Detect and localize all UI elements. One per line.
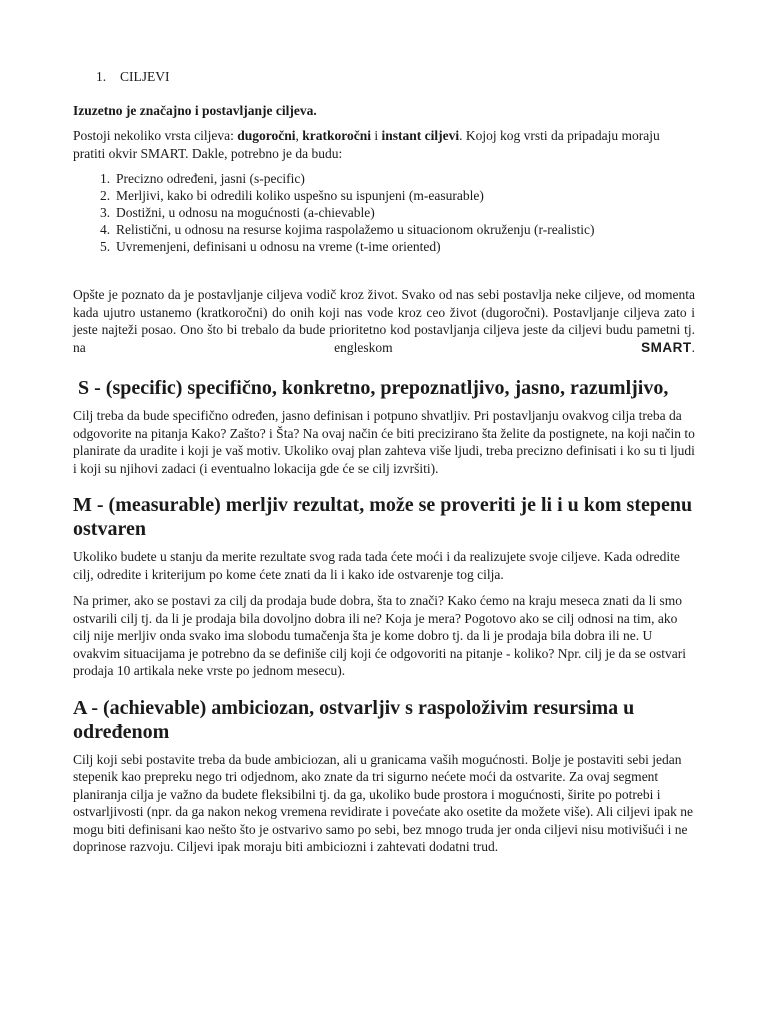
list-item-text: Precizno određeni, jasni (s-pecific) — [116, 171, 305, 186]
goal-type-short-term: kratkoročni — [302, 128, 372, 143]
list-item-text: Relistični, u odnosu na resurse kojima raspolažemo u situacionom okruženju (r-realistic) — [116, 222, 595, 237]
smart-criteria-list — [100, 170, 695, 255]
section-number: 1. — [96, 69, 107, 84]
list-item-number: 3. — [100, 205, 111, 220]
list-item-text: Dostižni, u odnosu na mogućnosti (a-chievable) — [116, 205, 375, 220]
intro-bold-sentence: Izuzetno je značajno i postavljanje ciljeva. — [73, 103, 317, 118]
list-item-text: Merljivi, kako bi odredili koliko uspešno su ispunjeni (m-easurable) — [116, 188, 484, 203]
measurable-paragraph-1: Ukoliko budete u stanju da merite rezultate svog rada tada ćete moći i da realizujete svoje ciljeve. Kada odredite cilj, odredite i kriterijum po kome ćete znati da li i kako ide ostvarenje tog cilja. — [73, 549, 680, 582]
list-item-number: 5. — [100, 239, 111, 254]
goal-types-pre: Postoji nekoliko vrsta ciljeva: — [73, 128, 238, 143]
list-item-number: 1. — [100, 171, 111, 186]
general-paragraph — [73, 286, 695, 356]
goal-type-separator: i — [371, 128, 382, 143]
list-item-text: Uvremenjeni, definisani u odnosu na vreme (t-ime oriented) — [116, 239, 441, 254]
list-item — [100, 170, 695, 187]
document-page — [73, 62, 695, 856]
general-end: . — [691, 339, 695, 355]
list-item — [100, 238, 695, 255]
section-title: CILJEVI — [120, 69, 170, 84]
smart-acronym: SMART — [641, 339, 692, 355]
specific-paragraph: Cilj treba da bude specifično određen, jasno definisan i potpuno shvatljiv. Pri postavljanju ovakvog cilja treba da odgovorite na pitanja Kako? Zašto? i Šta? Na ovaj način će biti precizirano šta želite da postignete, na koji način to planirate da uradite i koji je vaš motiv. Ukoliko ovaj plan zahteva više ljudi, treba precizno definisati i ko su ti ljudi i koji su njihovi zadaci (i eventualno lokacija gde će se cilj izvršiti). — [73, 408, 695, 476]
list-item — [100, 221, 695, 238]
list-item — [100, 187, 695, 204]
goal-types-post: . Kojoj kog vrsti da pripadaju moraju pratiti okvir SMART. Dakle, potrebno je da budu: — [73, 128, 660, 161]
heading-specific: S - (specific) specifično, konkretno, prepoznatljivo, jasno, razumljivo, — [78, 377, 669, 399]
list-item-number: 4. — [100, 222, 111, 237]
heading-achievable: A - (achievable) ambiciozan, ostvarljiv s raspoloživim resursima u određenom — [73, 696, 635, 743]
goal-type-instant: instant ciljevi — [381, 128, 460, 143]
general-text: Opšte je poznato da je postavljanje ciljeva vodič kroz život. Svako od nas sebi postavlja neke ciljeve, od momenta kada ujutro ustanemo (kratkoročni) do onih koji nas vode kroz ceo život (dugoročni). Postavljanje ciljeva zato i jeste najteži posao. Ono što bi trebalo da bude prioritetno kod postavljanja ciljeva jeste da ciljevi budu pametni tj. na engleskom — [73, 287, 695, 355]
achievable-paragraph: Cilj koji sebi postavite treba da bude ambiciozan, ali u granicama vaših mogućnosti. Bolje je postaviti sebi jedan stepenik kao prepreku nego tri odjednom, ako znate da tri sigurno nećete moći da ostvarite. Za ovaj segment planiranja cilja je važno da budete fleksibilni tj. da ga, ukoliko bude prostora i mogućnosti, širite po potrebi i ostvarljivosti (npr. da ga nakon nekog vremena revidirate i povećate ako osetite da možete više). Ali ciljevi ipak ne mogu biti definisani kao nešto što je ostvarivo samo po sebi, bez mnogo truda jer onda ciljevi nisu motivišući i ne doprinose razvoju. Ciljevi ipak moraju biti ambiciozni i zahtevati dodatni trud. — [73, 751, 694, 854]
measurable-paragraph-2: Na primer, ako se postavi za cilj da prodaja bude dobra, šta to znači? Kako ćemo na kraju meseca znati da li smo ostvarili cilj tj. da li je prodaja bila dovoljno dobra ili ne? Koja je mera? Pogotovo ako se cilj odnosi na tim, ako cilj nije merljiv onda svako ima slobodu tumačenja šta je kome dobro tj. da li je prodaja bila dobra ili ne. U ovakvim situacijama je potrebno da se definiše cilj koji će odgovoriti na pitanje - koliko? Npr. cilj je da se ostvari prodaja 10 artikala neke vrste po jednom mesecu). — [73, 593, 686, 678]
goal-types-paragraph — [73, 127, 695, 162]
section-heading-ciljevi — [96, 68, 695, 85]
goal-type-separator: , — [295, 128, 303, 143]
goal-type-long-term: dugoročni — [237, 128, 296, 143]
heading-measurable: M - (measurable) merljiv rezultat, može se proveriti je li i u kom stepenu ostvaren — [73, 494, 693, 540]
list-item — [100, 204, 695, 221]
list-item-number: 2. — [100, 188, 111, 203]
